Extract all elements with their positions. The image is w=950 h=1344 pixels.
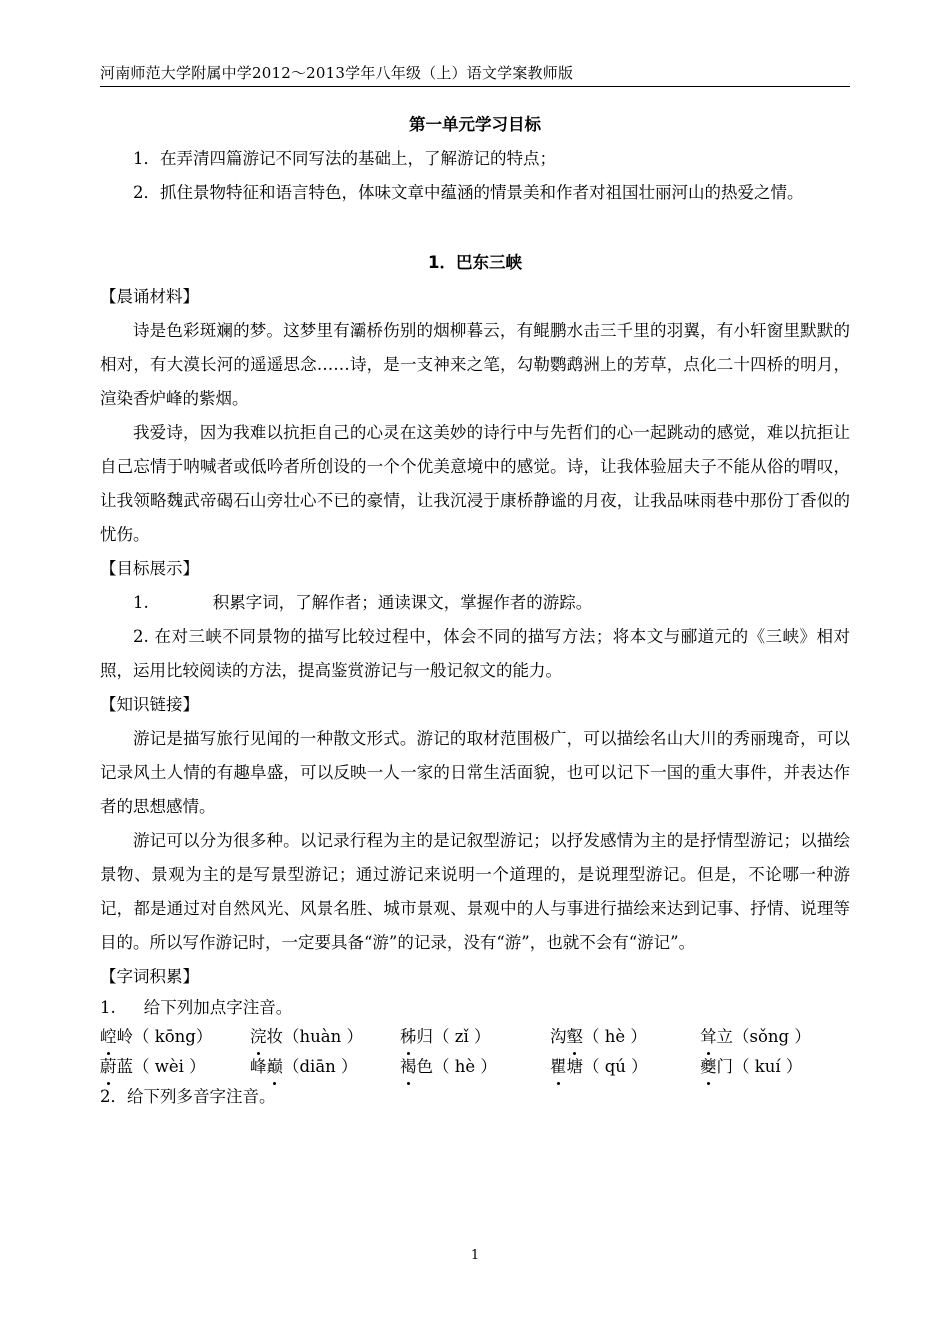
dotted-char: 耸 bbox=[700, 1022, 717, 1052]
goal-item-1 bbox=[100, 586, 850, 620]
section-knowledge: 【知识链接】 bbox=[100, 695, 199, 714]
section-goals: 【目标展示】 bbox=[100, 559, 199, 578]
dotted-char: 崆 bbox=[100, 1022, 117, 1052]
page-number: 1 bbox=[470, 1248, 480, 1263]
dotted-char: 瞿 bbox=[550, 1052, 567, 1082]
vocab-q1-text: 给下列加点字注音。 bbox=[143, 998, 293, 1017]
pinyin-item bbox=[100, 1022, 250, 1052]
pinyin-answer: （diān ） bbox=[283, 1057, 358, 1076]
page-header: 河南师范大学附属中学2012～2013学年八年级（上）语文学案教师版 bbox=[100, 64, 574, 82]
pinyin-item bbox=[550, 1052, 700, 1082]
morning-paragraph-1: 诗是色彩斑斓的梦。这梦里有灞桥伤别的烟柳暮云，有鲲鹏水击三千里的羽翼，有小轩窗里默默的相对，有大漠长河的遥遥思念……诗，是一支神来之笔，勾勒鹦鹉洲上的芳草，点化二十四桥的明月，渲染香炉峰的紫烟。 bbox=[100, 321, 850, 408]
section-vocab: 【字词积累】 bbox=[100, 967, 199, 986]
morning-paragraph-2: 我爱诗，因为我难以抗拒自己的心灵在这美妙的诗行中与先哲们的心一起跳动的感觉，难以抗拒让自己忘情于呐喊者或低吟者所创设的一个个优美意境中的感觉。诗，让我体验屈夫子不能从俗的喟叹，让我领略魏武帝碣石山旁壮心不已的豪情，让我沉浸于康桥静谧的月夜，让我品味雨巷中那份丁香似的忧伤。 bbox=[100, 423, 850, 544]
goal-item-1-number: 1. bbox=[133, 593, 149, 612]
word-rest: 妆 bbox=[266, 1027, 283, 1046]
dotted-char: 秭 bbox=[400, 1022, 417, 1052]
word-rest: 门 bbox=[716, 1057, 733, 1076]
word-rest: 蓝 bbox=[116, 1057, 133, 1076]
word-rest: 岭 bbox=[116, 1027, 133, 1046]
pinyin-answer: （huàn ） bbox=[283, 1027, 363, 1046]
pinyin-answer: （sǒng ） bbox=[733, 1027, 811, 1046]
pinyin-item bbox=[700, 1052, 850, 1082]
goal-item-1-text: 积累字词，了解作者；通读课文，掌握作者的游踪。 bbox=[212, 593, 593, 612]
pinyin-item bbox=[400, 1022, 550, 1052]
spacer bbox=[100, 210, 850, 246]
word-rest: 色 bbox=[416, 1057, 433, 1076]
dotted-char: 蔚 bbox=[100, 1052, 117, 1082]
pinyin-row-2 bbox=[100, 1052, 850, 1082]
knowledge-paragraph-1: 游记是描写旅行见闻的一种散文形式。游记的取材范围极广，可以描绘名山大川的秀丽瑰奇，可以记录风土人情的有趣阜盛，可以反映一人一家的日常生活面貌，也可以记下一国的重大事件，并表达作者的思想感情。 bbox=[100, 729, 850, 816]
vocab-question-2: 2．给下列多音字注音。 bbox=[100, 1087, 276, 1106]
pinyin-item bbox=[700, 1022, 850, 1052]
pinyin-item bbox=[250, 1052, 400, 1082]
pinyin-item bbox=[250, 1022, 400, 1052]
dotted-char: 浣 bbox=[250, 1022, 267, 1052]
pinyin-item bbox=[400, 1052, 550, 1082]
unit-title: 第一单元学习目标 bbox=[409, 115, 541, 134]
pinyin-answer: （ qú ） bbox=[583, 1057, 648, 1076]
pinyin-answer: （ zǐ ） bbox=[433, 1027, 491, 1046]
pinyin-answer: （ hè ） bbox=[433, 1057, 497, 1076]
word-rest: 塘 bbox=[566, 1057, 583, 1076]
dotted-char: 巅 bbox=[267, 1052, 284, 1082]
pinyin-item bbox=[100, 1052, 250, 1082]
vocab-q1-number: 1. bbox=[100, 998, 116, 1017]
word-rest: 立 bbox=[716, 1027, 733, 1046]
pinyin-row-1 bbox=[100, 1022, 850, 1052]
dotted-char: 夔 bbox=[700, 1052, 717, 1082]
pinyin-answer: （ kōng） bbox=[133, 1027, 213, 1046]
pinyin-answer: （ hè ） bbox=[583, 1027, 647, 1046]
header-rule bbox=[100, 86, 850, 87]
pinyin-item bbox=[550, 1022, 700, 1052]
word-rest: 沟 bbox=[550, 1027, 567, 1046]
vocab-question-1 bbox=[100, 994, 850, 1022]
section-morning-reading: 【晨诵材料】 bbox=[100, 287, 199, 306]
main-content bbox=[100, 108, 850, 1112]
lesson-title: 1．巴东三峡 bbox=[428, 253, 522, 272]
dotted-char: 壑 bbox=[567, 1022, 584, 1052]
pinyin-answer: （ kuí ） bbox=[733, 1057, 803, 1076]
pinyin-answer: （ wèi ） bbox=[133, 1057, 206, 1076]
unit-goal-1: 1．在弄清四篇游记不同写法的基础上，了解游记的特点； bbox=[133, 149, 556, 168]
word-rest: 峰 bbox=[250, 1057, 267, 1076]
dotted-char: 褐 bbox=[400, 1052, 417, 1082]
goal-item-2: 2. 在对三峡不同景物的描写比较过程中，体会不同的描写方法；将本文与郦道元的《三峡》相对照，运用比较阅读的方法，提高鉴赏游记与一般记叙文的能力。 bbox=[100, 627, 850, 680]
word-rest: 归 bbox=[416, 1027, 433, 1046]
unit-goal-2: 2．抓住景物特征和语言特色，体味文章中蕴涵的情景美和作者对祖国壮丽河山的热爱之情。 bbox=[133, 183, 804, 202]
knowledge-paragraph-2: 游记可以分为很多种。以记录行程为主的是记叙型游记；以抒发感情为主的是抒情型游记；以描绘景物、景观为主的是写景型游记；通过游记来说明一个道理的，是说理型游记。但是，不论哪一种游记，都是通过对自然风光、风景名胜、城市景观、景观中的人与事进行描绘来达到记事、抒情、说理等目的。所以写作游记时，一定要具备“游”的记录，没有“游”，也就不会有“游记”。 bbox=[100, 831, 850, 952]
